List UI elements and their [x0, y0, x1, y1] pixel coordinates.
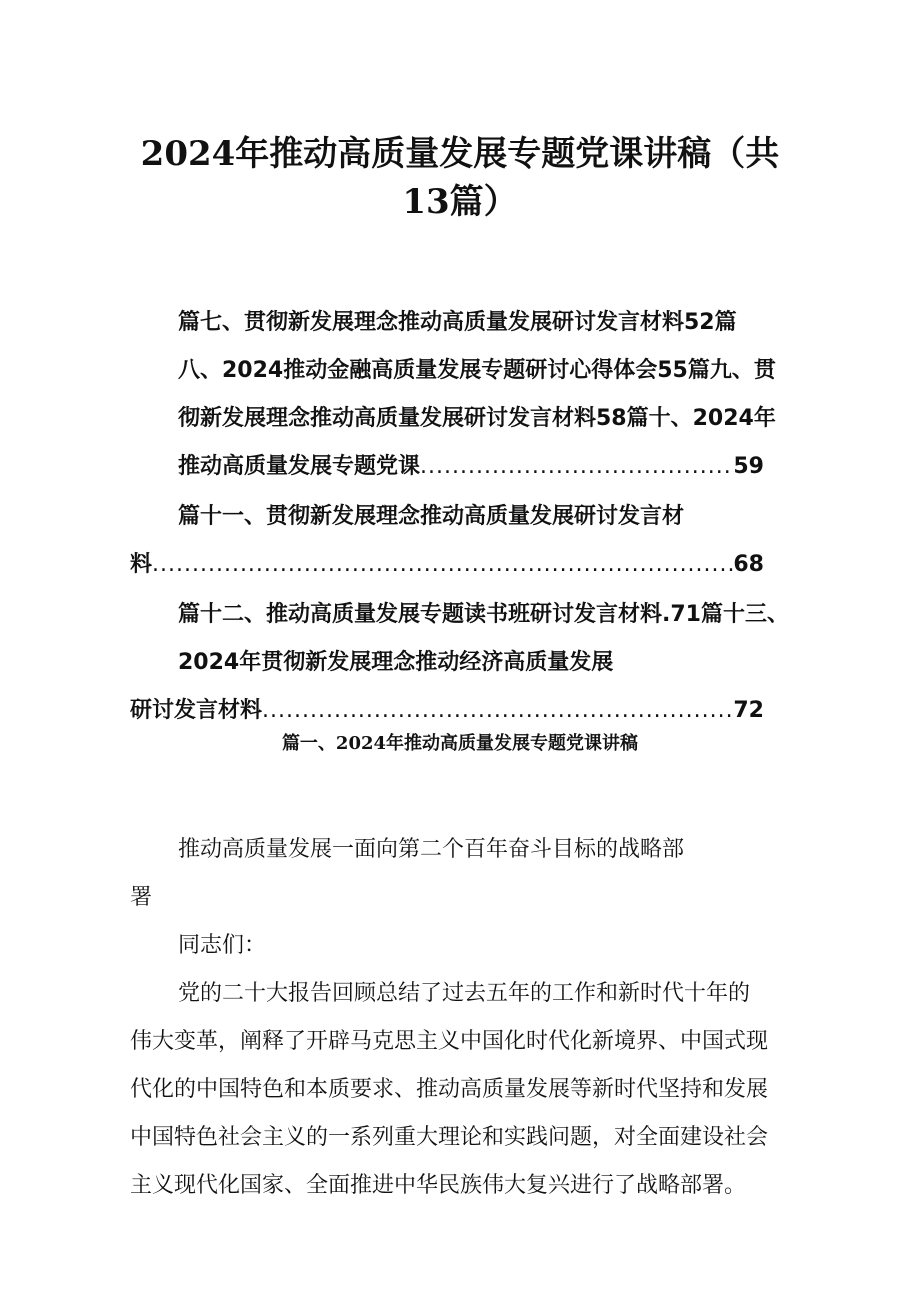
title-line-1: 2024年推动高质量发展专题党课讲稿（共: [140, 134, 780, 174]
toc-entry-title: 料: [130, 552, 153, 577]
toc-line-3: 彻新发展理念推动高质量发展研讨发言材料58篇十、2024年: [178, 406, 776, 431]
toc-page-number: 72: [733, 698, 764, 723]
paragraph-line: 主义现代化国家、全面推进中华民族伟大复兴进行了战略部署。: [130, 1173, 747, 1198]
toc-line-1: 篇七、贯彻新发展理念推动高质量发展研讨发言材料52篇: [178, 310, 737, 335]
toc-dot-leader: [152, 550, 733, 580]
speech-title-line-1: 推动高质量发展一面向第二个百年奋斗目标的战略部: [178, 837, 685, 862]
toc-entry-party-lecture[interactable]: [178, 452, 764, 482]
speech-title-line-2: 署: [130, 885, 153, 910]
toc-line-8: 2024年贯彻新发展理念推动经济高质量发展: [178, 650, 614, 675]
paragraph-line: 代化的中国特色和本质要求、推动高质量发展等新时代坚持和发展: [130, 1077, 769, 1102]
toc-dot-leader: [420, 452, 733, 482]
paragraph-line: 党的二十大报告回顾总结了过去五年的工作和新时代十年的: [178, 981, 751, 1006]
toc-entry-title: 研讨发言材料: [130, 698, 263, 723]
toc-entry-economy-material[interactable]: [130, 696, 764, 726]
toc-line-2: 八、2024推动金融高质量发展专题研讨心得体会55篇九、贯: [178, 358, 776, 383]
title-line-2: 13篇）: [402, 182, 518, 222]
toc-dot-leader: [262, 696, 733, 726]
toc-page-number: 59: [733, 454, 764, 479]
toc-page-number: 68: [733, 552, 764, 577]
toc-line-5: 篇十一、贯彻新发展理念推动高质量发展研讨发言材: [178, 504, 685, 529]
document-title: [130, 130, 790, 226]
paragraph-line: 中国特色社会主义的一系列重大理论和实践问题，对全面建设社会: [130, 1125, 769, 1150]
toc-entry-seminar-material[interactable]: [130, 550, 764, 580]
section-heading: 篇一、2024年推动高质量发展专题党课讲稿: [281, 733, 639, 754]
toc-entry-title: 推动高质量发展专题党课: [178, 454, 421, 479]
paragraph-line: 伟大变革，阐释了开辟马克思主义中国化时代化新境界、中国式现: [130, 1029, 769, 1054]
speech-salutation: 同志们：: [178, 933, 267, 958]
toc-line-7: 篇十二、推动高质量发展专题读书班研讨发言材料.71篇十三、: [178, 602, 789, 627]
